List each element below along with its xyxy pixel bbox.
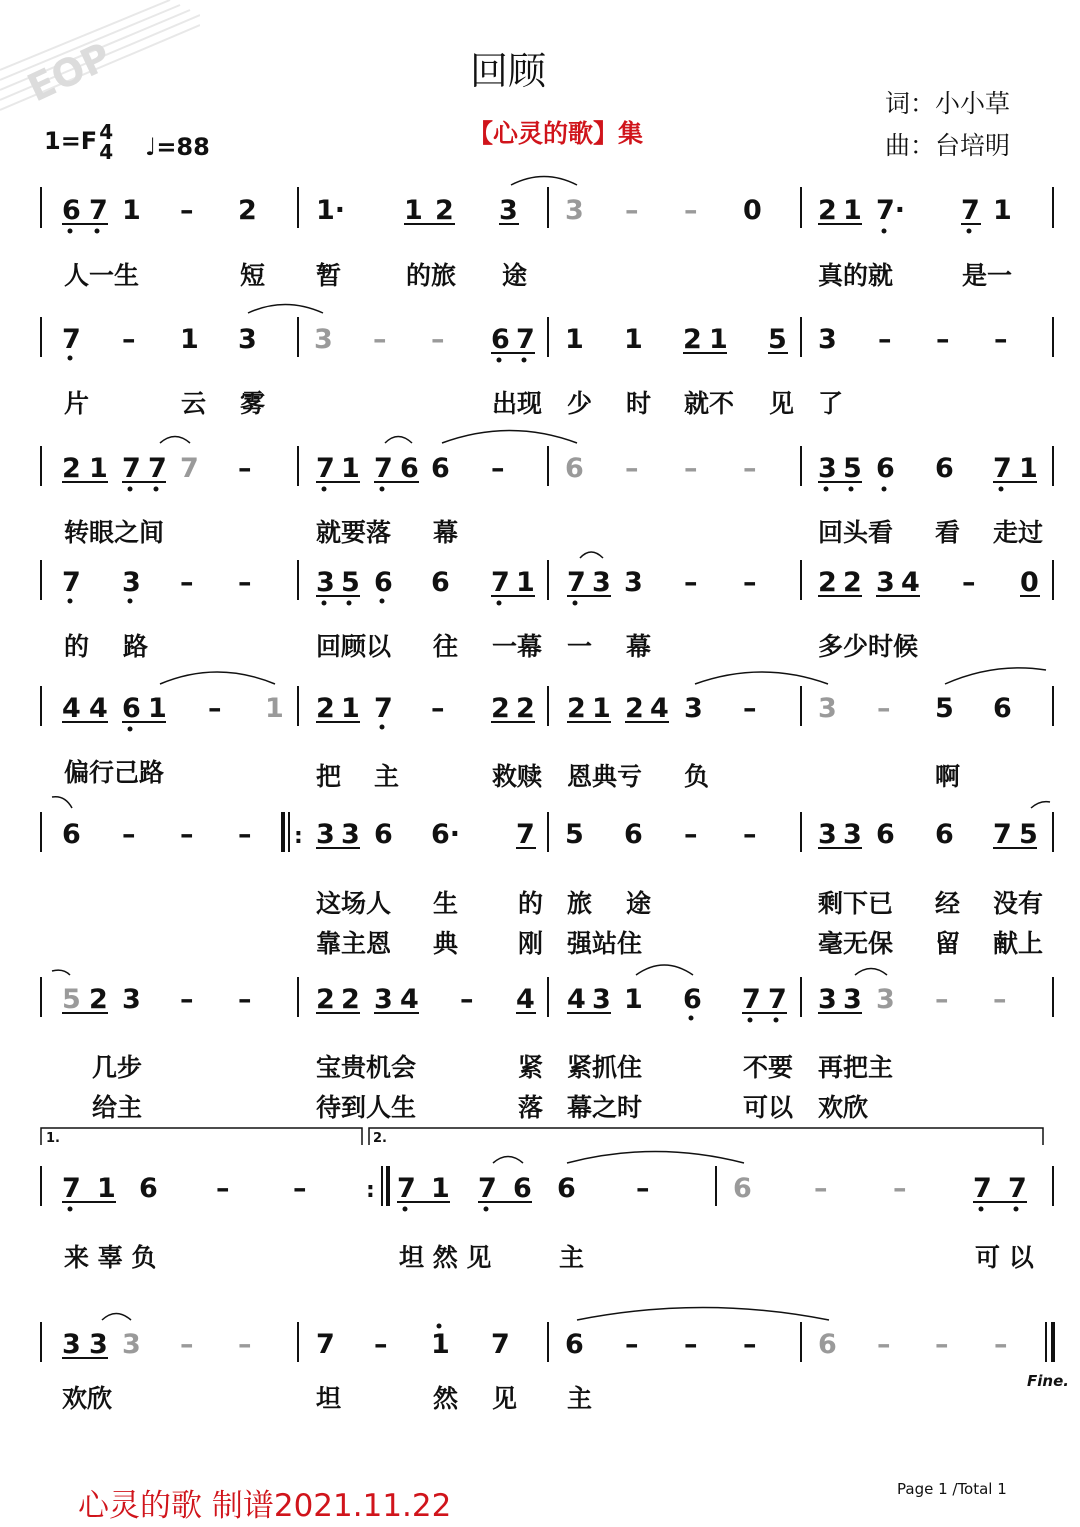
score-row-8 [62, 1173, 1027, 1204]
lyric: 真的就 [818, 261, 894, 290]
lyric: 回头看 [818, 518, 894, 547]
lyric: 欢欣 [62, 1384, 113, 1413]
lyric: 就不 [684, 389, 735, 418]
svg-text:–: – [238, 984, 252, 1015]
svg-text:–: – [684, 1329, 698, 1360]
svg-text:3: 3 [592, 567, 611, 598]
svg-text:7: 7 [491, 1329, 510, 1360]
lyric: 幕 [433, 518, 459, 547]
key-signature: 1=F 4 4 [44, 120, 114, 164]
svg-text:6: 6 [374, 819, 393, 850]
svg-text:1: 1 [843, 195, 862, 226]
lyric: 救赎 [492, 762, 543, 791]
svg-text:–: – [238, 819, 252, 850]
svg-text:6: 6 [400, 453, 419, 484]
lyric: 见 [492, 1384, 518, 1413]
svg-text:5: 5 [62, 984, 81, 1015]
svg-text:3: 3 [89, 1329, 108, 1360]
svg-text:–: – [460, 984, 474, 1015]
lyric: 走过 [993, 518, 1044, 547]
svg-text:1: 1 [89, 453, 108, 484]
svg-text:–: – [238, 567, 252, 598]
tempo-marking: ♩=88 [145, 133, 210, 161]
lyric: 旅 [567, 889, 593, 918]
svg-text:7: 7 [973, 1173, 992, 1204]
lyric: 了 [818, 389, 844, 418]
svg-text:1: 1 [431, 1173, 450, 1204]
svg-text:2: 2 [567, 693, 586, 724]
collection-name: 【心灵的歌】集 [468, 119, 644, 148]
svg-text:–: – [122, 324, 136, 355]
svg-text:3: 3 [499, 195, 518, 226]
svg-text:3: 3 [374, 984, 393, 1015]
svg-text:–: – [684, 453, 698, 484]
lyric: 典 [433, 929, 459, 958]
svg-text:–: – [893, 1173, 907, 1204]
lyric: 时 [626, 389, 652, 418]
svg-text:6: 6 [818, 1329, 837, 1360]
svg-text:6: 6 [935, 819, 954, 850]
svg-text:6·: 6· [431, 819, 461, 850]
svg-text:3: 3 [843, 819, 862, 850]
svg-text:3: 3 [341, 819, 360, 850]
svg-text:7: 7 [768, 984, 787, 1015]
svg-text:1: 1 [180, 324, 199, 355]
svg-text:3: 3 [818, 693, 837, 724]
lyric: 几步 [92, 1053, 143, 1082]
svg-text:6: 6 [431, 453, 450, 484]
lyric: 紧抓住 [567, 1053, 643, 1082]
svg-text:–: – [994, 1329, 1008, 1360]
svg-text:3: 3 [624, 567, 643, 598]
svg-text:7: 7 [516, 819, 535, 850]
svg-text:–: – [431, 324, 445, 355]
lyric: 途 [626, 889, 652, 918]
svg-text:7: 7 [397, 1173, 416, 1204]
lyric: 的旅 [406, 261, 457, 290]
lyric: 是一 [962, 261, 1013, 290]
svg-text:7: 7 [742, 984, 761, 1015]
svg-text:2: 2 [516, 693, 535, 724]
svg-text:7: 7 [180, 453, 199, 484]
svg-text:0: 0 [743, 195, 762, 226]
svg-text:–: – [743, 693, 757, 724]
lyric: 来 辜 负 [64, 1243, 157, 1272]
lyric: 主 [559, 1243, 585, 1272]
score-row-6 [62, 819, 1038, 850]
page-indicator: Page 1 /Total 1 [897, 1480, 1007, 1498]
svg-text:–: – [878, 324, 892, 355]
svg-text:7: 7 [567, 567, 586, 598]
score-row-9 [62, 1329, 1008, 1360]
svg-text:1: 1 [148, 693, 167, 724]
lyric: 主 [374, 762, 400, 791]
score-row-2 [62, 324, 1008, 355]
svg-text:4: 4 [89, 693, 108, 724]
svg-text:6: 6 [683, 984, 702, 1015]
svg-text:5: 5 [565, 819, 584, 850]
lyric: 可以 [743, 1093, 794, 1122]
svg-text:2: 2 [625, 693, 644, 724]
lyric: 给主 [92, 1093, 143, 1122]
svg-text:1: 1 [97, 1173, 116, 1204]
lyric: 献上 [993, 929, 1044, 958]
svg-text:–: – [122, 819, 136, 850]
svg-text:7: 7 [961, 195, 980, 226]
svg-text:2: 2 [62, 453, 81, 484]
lyric: 暂 [316, 261, 342, 290]
svg-text:1: 1 [265, 693, 284, 724]
lyric: 毫无保 [818, 929, 894, 958]
lyric: 不要 [743, 1053, 794, 1082]
svg-text:1: 1 [341, 453, 360, 484]
lyric: 幕 [626, 632, 652, 661]
svg-text:7: 7 [374, 693, 393, 724]
svg-text:3: 3 [62, 1329, 81, 1360]
svg-text:1: 1 [341, 693, 360, 724]
lyric: 人一生 [64, 261, 140, 290]
lyric: 出现 [492, 389, 543, 418]
score-row-7 [62, 984, 1007, 1015]
svg-text:4: 4 [516, 984, 535, 1015]
svg-text:–: – [293, 1173, 307, 1204]
svg-text:3: 3 [818, 819, 837, 850]
svg-text:3: 3 [876, 984, 895, 1015]
svg-text:3: 3 [565, 195, 584, 226]
svg-text:2: 2 [238, 195, 257, 226]
svg-text:–: – [374, 1329, 388, 1360]
lyric: 见 [769, 389, 795, 418]
svg-text:7: 7 [1008, 1173, 1027, 1204]
lyric: 这场人 [316, 889, 392, 918]
svg-text:6: 6 [62, 819, 81, 850]
lyric: 欢欣 [818, 1093, 869, 1122]
lyric: 恩典亏 [567, 762, 643, 791]
svg-text:3: 3 [818, 453, 837, 484]
lyric: 刚 [518, 929, 544, 958]
svg-text:6: 6 [139, 1173, 158, 1204]
svg-text:4: 4 [567, 984, 586, 1015]
lyric: 没有 [993, 889, 1044, 918]
lyric: 偏行己路 [64, 758, 165, 787]
svg-text:2: 2 [683, 324, 702, 355]
lyric: 就要落 [316, 518, 392, 547]
lyricist: 词：小小草 [885, 89, 1011, 118]
svg-text:7: 7 [516, 324, 535, 355]
svg-text:–: – [684, 819, 698, 850]
score-row-5 [62, 693, 1012, 724]
lyric: 靠主恩 [316, 929, 392, 958]
svg-text:–: – [743, 453, 757, 484]
svg-text:3: 3 [122, 1329, 141, 1360]
svg-text:3: 3 [876, 567, 895, 598]
svg-text:–: – [935, 984, 949, 1015]
svg-text:7: 7 [316, 1329, 335, 1360]
svg-text:5: 5 [843, 453, 862, 484]
svg-text:6: 6 [122, 693, 141, 724]
lyric: 多少时候 [818, 632, 919, 661]
lyric: 留 [935, 929, 961, 958]
svg-text:3: 3 [122, 567, 141, 598]
first-ending-label: 1. [46, 1131, 60, 1146]
svg-text:3: 3 [238, 324, 257, 355]
svg-text:–: – [431, 693, 445, 724]
svg-text:3: 3 [818, 324, 837, 355]
second-ending-label: 2. [373, 1131, 387, 1146]
svg-text:4: 4 [901, 567, 920, 598]
svg-text:–: – [684, 567, 698, 598]
svg-text::: : [366, 1178, 375, 1203]
svg-text:–: – [625, 1329, 639, 1360]
svg-text:7: 7 [89, 195, 108, 226]
svg-text:–: – [373, 324, 387, 355]
svg-text:6: 6 [876, 819, 895, 850]
svg-text:7: 7 [62, 567, 81, 598]
svg-text:6: 6 [993, 693, 1012, 724]
lyric: 待到人生 [316, 1093, 417, 1122]
svg-text:3: 3 [684, 693, 703, 724]
svg-text:–: – [636, 1173, 650, 1204]
svg-text:–: – [743, 819, 757, 850]
svg-text:–: – [935, 1329, 949, 1360]
lyric: 负 [684, 762, 710, 791]
svg-text:3: 3 [592, 984, 611, 1015]
lyric: 的 [64, 632, 90, 661]
svg-text:4: 4 [400, 984, 419, 1015]
composer: 曲：台培明 [885, 131, 1011, 160]
svg-text:7: 7 [148, 453, 167, 484]
lyric: 落 [518, 1093, 544, 1122]
svg-text:1: 1 [516, 567, 535, 598]
svg-text:1: 1 [993, 195, 1012, 226]
svg-text:–: – [743, 1329, 757, 1360]
svg-text:2: 2 [491, 693, 510, 724]
svg-text:3: 3 [818, 984, 837, 1015]
svg-text:3: 3 [314, 324, 333, 355]
svg-text:7: 7 [491, 567, 510, 598]
svg-text:7: 7 [374, 453, 393, 484]
svg-text:3: 3 [843, 984, 862, 1015]
svg-text:6: 6 [513, 1173, 532, 1204]
lyric: 啊 [935, 762, 961, 791]
lyric: 强站住 [567, 929, 643, 958]
svg-text:–: – [993, 984, 1007, 1015]
svg-text:2: 2 [341, 984, 360, 1015]
svg-text:6: 6 [876, 453, 895, 484]
svg-text:7: 7 [62, 1173, 81, 1204]
svg-text:–: – [180, 195, 194, 226]
svg-text:2: 2 [435, 195, 454, 226]
svg-text:1: 1 [624, 324, 643, 355]
svg-text:–: – [238, 1329, 252, 1360]
svg-text:4: 4 [62, 693, 81, 724]
lyric: 云 [181, 389, 207, 418]
lyric: 剩下已 [818, 889, 894, 918]
svg-text:1: 1 [624, 984, 643, 1015]
score-row-3 [62, 453, 1038, 484]
svg-text:–: – [877, 1329, 891, 1360]
svg-text:1: 1 [1019, 453, 1038, 484]
svg-text:5: 5 [341, 567, 360, 598]
lyric: 的 [518, 889, 544, 918]
svg-text:0: 0 [1020, 567, 1039, 598]
svg-text:1: 1 [592, 693, 611, 724]
svg-text:2: 2 [316, 984, 335, 1015]
svg-text:7: 7 [993, 819, 1012, 850]
lyric: 看 [935, 518, 961, 547]
svg-text:6: 6 [491, 324, 510, 355]
svg-text:1·: 1· [316, 195, 346, 226]
svg-text:6: 6 [431, 567, 450, 598]
lyric: 路 [123, 632, 149, 661]
svg-text:6: 6 [557, 1173, 576, 1204]
svg-text:4: 4 [650, 693, 669, 724]
svg-text:–: – [684, 195, 698, 226]
lyric: 紧 [518, 1053, 544, 1082]
lyric: 坦 然 见 [399, 1243, 492, 1272]
lyric: 宝贵机会 [316, 1053, 417, 1082]
lyric: 一幕 [492, 632, 543, 661]
lyric: 回顾以 [316, 632, 392, 661]
svg-text:6: 6 [935, 453, 954, 484]
svg-text:1: 1 [565, 324, 584, 355]
svg-text:2: 2 [818, 195, 837, 226]
svg-text:5: 5 [1019, 819, 1038, 850]
svg-text:1: 1 [122, 195, 141, 226]
svg-text:–: – [625, 453, 639, 484]
footer-credit: 心灵的歌 制谱2021.11.22 [78, 1488, 452, 1524]
svg-text::: : [294, 824, 303, 849]
svg-text:6: 6 [62, 195, 81, 226]
lyric: 少 [567, 389, 593, 418]
svg-text:2: 2 [843, 567, 862, 598]
svg-text:EOP: EOP [20, 34, 118, 111]
svg-text:7: 7 [122, 453, 141, 484]
svg-text:–: – [238, 453, 252, 484]
score-row-1 [62, 195, 1012, 226]
svg-text:7: 7 [478, 1173, 497, 1204]
svg-text:5: 5 [935, 693, 954, 724]
lyric: 往 [433, 632, 459, 661]
svg-text:–: – [962, 567, 976, 598]
svg-text:3: 3 [316, 819, 335, 850]
score-row-4 [62, 567, 1039, 598]
lyric: 经 [935, 889, 961, 918]
time-signature: 4 4 [99, 120, 114, 164]
svg-text:6: 6 [624, 819, 643, 850]
lyric: 可 以 [975, 1243, 1034, 1272]
svg-text:3: 3 [316, 567, 335, 598]
svg-text:7: 7 [316, 453, 335, 484]
svg-text:–: – [208, 693, 222, 724]
svg-text:–: – [180, 984, 194, 1015]
lyric: 再把主 [818, 1053, 894, 1082]
svg-text:–: – [216, 1173, 230, 1204]
svg-text:3: 3 [122, 984, 141, 1015]
fine-marking: Fine. [1027, 1372, 1069, 1390]
svg-text:7: 7 [62, 324, 81, 355]
svg-text:–: – [180, 1329, 194, 1360]
lyric: 幕之时 [567, 1093, 643, 1122]
svg-text:–: – [491, 453, 505, 484]
svg-text:–: – [180, 567, 194, 598]
song-title: 回顾 [470, 49, 547, 93]
svg-text:–: – [743, 567, 757, 598]
svg-text:5: 5 [768, 324, 787, 355]
svg-text:1: 1 [709, 324, 728, 355]
svg-text:1: 1 [404, 195, 423, 226]
svg-text:6: 6 [733, 1173, 752, 1204]
lyric: 然 [433, 1384, 459, 1413]
svg-text:–: – [936, 324, 950, 355]
svg-text:2: 2 [316, 693, 335, 724]
svg-text:–: – [625, 195, 639, 226]
lyric: 途 [502, 261, 528, 290]
lyric: 雾 [240, 389, 266, 418]
svg-text:–: – [994, 324, 1008, 355]
svg-text:–: – [180, 819, 194, 850]
svg-text:2: 2 [818, 567, 837, 598]
lyric: 短 [240, 261, 266, 290]
svg-text:–: – [814, 1173, 828, 1204]
lyric: 一 [567, 632, 593, 661]
svg-text:–: – [877, 693, 891, 724]
svg-text:7: 7 [993, 453, 1012, 484]
lyric: 生 [433, 889, 459, 918]
svg-text:6: 6 [565, 453, 584, 484]
lyric: 片 [64, 389, 90, 418]
svg-text:6: 6 [565, 1329, 584, 1360]
lyric: 主 [567, 1384, 593, 1413]
svg-text:1: 1 [431, 1329, 450, 1360]
lyric: 转眼之间 [64, 518, 165, 547]
svg-text:6: 6 [374, 567, 393, 598]
svg-text:7·: 7· [876, 195, 906, 226]
lyric: 把 [316, 762, 342, 791]
lyric: 坦 [316, 1384, 342, 1413]
svg-text:2: 2 [89, 984, 108, 1015]
